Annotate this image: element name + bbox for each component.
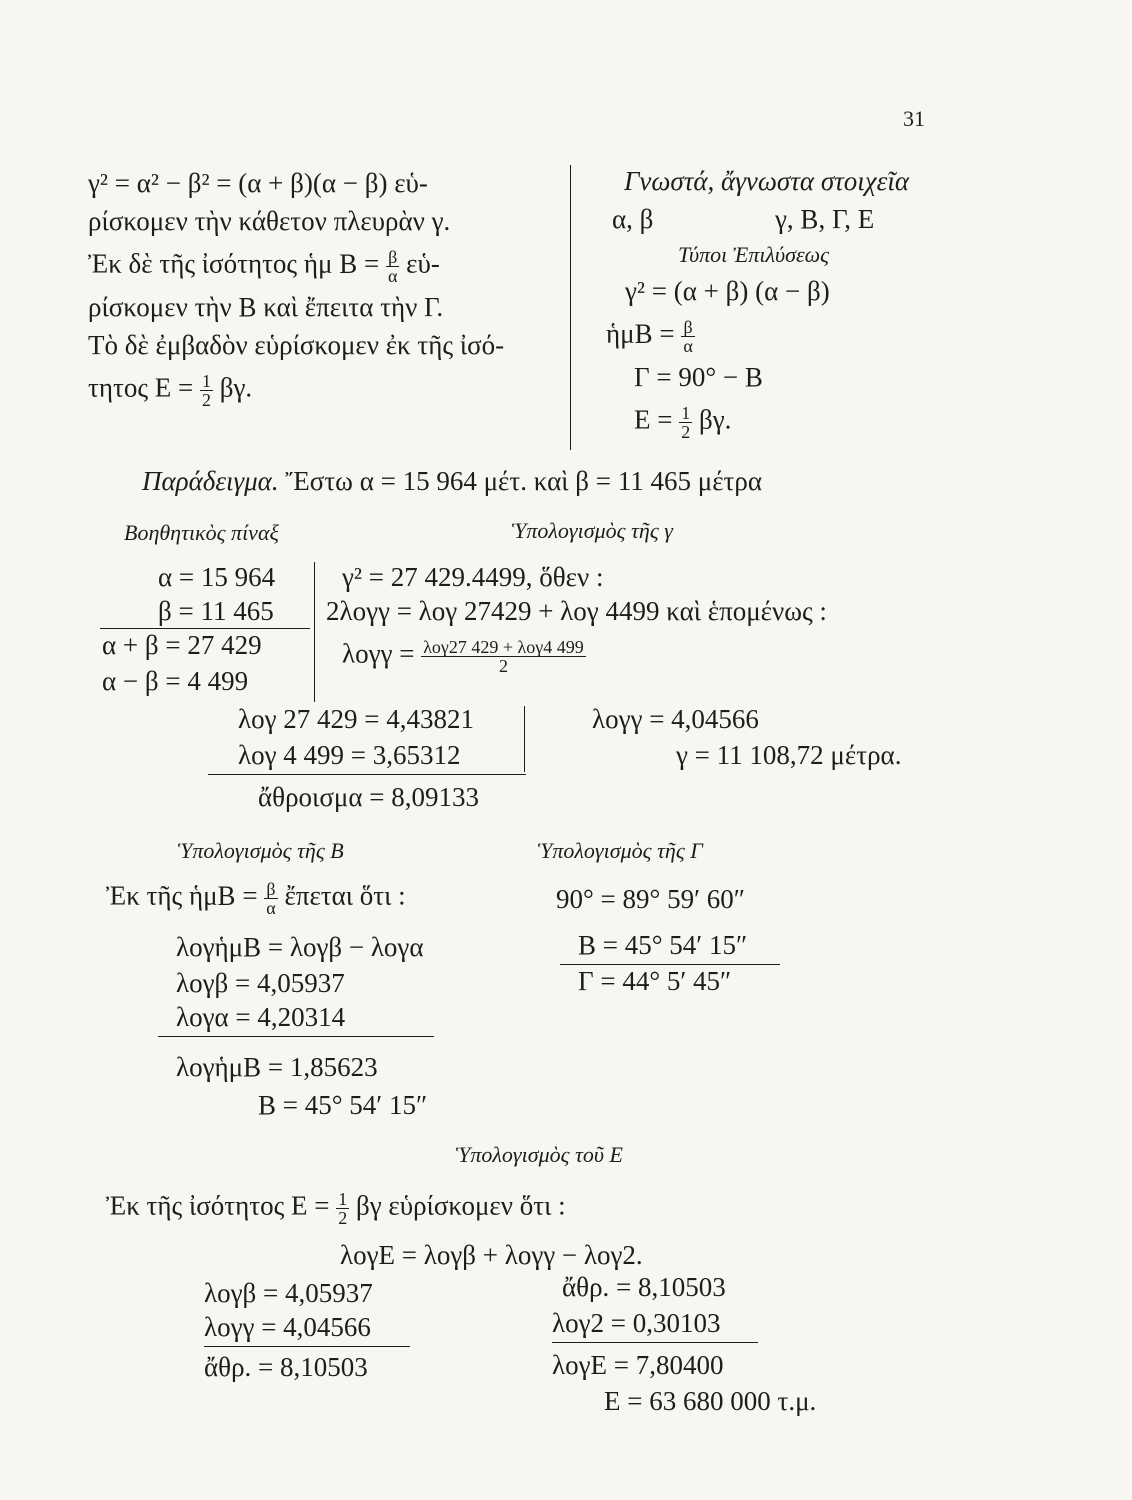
gamma-sum-rule xyxy=(208,774,526,775)
fraction-numerator: β xyxy=(388,247,398,267)
fraction xyxy=(336,1190,349,1227)
formula-area-text: Ε = xyxy=(634,404,673,435)
g-calc-heading: Ὑπολογισμὸς τῆς Γ xyxy=(538,838,703,863)
formula-sinB xyxy=(606,318,695,355)
g-line-1: 90° = 89° 59′ 60″ xyxy=(556,884,745,914)
page-number: 31 xyxy=(903,106,925,131)
aux-table-heading: Βοηθητικὸς πίναξ xyxy=(124,520,279,545)
aux-table-divider xyxy=(314,562,315,702)
gamma-line-3-text: λογγ = xyxy=(342,638,415,669)
intro-line-2: ρίσκομεν τὴν κάθετον πλευρὰν γ. xyxy=(88,206,451,236)
formula-area-end: βγ. xyxy=(698,404,732,435)
b-line-1-text: Ἐκ τῆς ἡμΒ = xyxy=(106,880,258,911)
e-calc-heading: Ὑπολογισμὸς τοῦ Ε xyxy=(456,1142,623,1167)
fraction xyxy=(386,248,399,285)
e-left-1: λογβ = 4,05937 xyxy=(204,1278,373,1308)
e-right-rule xyxy=(552,1342,758,1343)
gamma-result-log: λογγ = 4,04566 xyxy=(592,704,759,734)
known-elements: α, β xyxy=(612,204,654,234)
example-text: Ἔστω α = 15 964 μέτ. καὶ β = 11 465 μέτρα xyxy=(285,466,763,496)
gamma-log-1: λογ 27 429 = 4,43821 xyxy=(238,704,474,734)
e-right-3: λογΕ = 7,80400 xyxy=(552,1350,724,1380)
fraction-numerator: 1 xyxy=(338,1189,348,1209)
b-line-1-end: ἔπεται ὅτι : xyxy=(284,880,406,911)
e-right-1: ἄθρ. = 8,10503 xyxy=(562,1272,726,1302)
e-line-2: λογΕ = λογβ + λογγ − λογ2. xyxy=(340,1240,643,1270)
fraction-denominator: 2 xyxy=(421,656,586,675)
b-calc-heading: Ὑπολογισμὸς τῆς Β xyxy=(178,838,344,863)
intro-line-6 xyxy=(88,372,252,409)
formula-gamma: γ² = (α + β) (α − β) xyxy=(625,276,830,306)
intro-line-6-text: τητος Ε = xyxy=(88,372,194,403)
types-heading: Τύποι Ἐπιλύσεως xyxy=(678,242,830,267)
fraction xyxy=(681,318,694,355)
aux-table-rule xyxy=(100,628,310,629)
fraction-denominator: α xyxy=(683,336,693,356)
intro-line-5: Τὸ δὲ ἐμβαδὸν εὑρίσκομεν ἐκ τῆς ἰσό- xyxy=(88,330,505,360)
b-rule xyxy=(158,1036,434,1037)
fraction xyxy=(200,372,213,409)
e-left-2: λογγ = 4,04566 xyxy=(204,1312,371,1342)
gamma-result: γ = 11 108,72 μέτρα. xyxy=(676,740,902,770)
formula-sinB-text: ἡμΒ = xyxy=(606,318,675,349)
intro-line-3-text: Ἐκ δὲ τῆς ἰσότητος ἡμ Β = xyxy=(88,248,380,279)
aux-row-sum: α + β = 27 429 xyxy=(102,630,262,660)
fraction-denominator: α xyxy=(266,898,276,918)
e-line-1-text: Ἐκ τῆς ἰσότητος Ε = xyxy=(106,1190,330,1221)
intro-line-3 xyxy=(88,248,440,285)
example-line xyxy=(142,466,762,496)
fraction-denominator: 2 xyxy=(201,390,211,410)
box-heading: Γνωστά, ἄγνωστα στοιχεῖα xyxy=(624,166,909,196)
fraction-numerator: 1 xyxy=(681,403,691,423)
fraction-denominator: 2 xyxy=(681,422,691,442)
fraction-numerator: β xyxy=(683,317,693,337)
gamma-divider xyxy=(524,706,525,772)
e-left-3: ἄθρ. = 8,10503 xyxy=(204,1352,368,1382)
gamma-sum: ἄθροισμα = 8,09133 xyxy=(258,782,479,812)
formula-gamma-angle: Γ = 90° − Β xyxy=(634,362,763,392)
e-line-1-end: βγ εὑρίσκομεν ὅτι : xyxy=(356,1190,566,1221)
gamma-line-3 xyxy=(342,638,586,675)
intro-line-3-end: εὑ- xyxy=(406,248,440,279)
intro-line-1: γ² = α² − β² = (α + β)(α − β) εὑ- xyxy=(88,168,428,198)
e-left-rule xyxy=(204,1346,410,1347)
fraction-denominator: 2 xyxy=(338,1208,348,1228)
intro-line-6-end: βγ. xyxy=(219,372,253,403)
fraction-denominator: α xyxy=(387,266,398,286)
aux-row-alpha: α = 15 964 xyxy=(158,562,276,592)
aux-row-diff: α − β = 4 499 xyxy=(102,666,249,696)
example-label: Παράδειγμα. xyxy=(142,466,279,496)
b-line-4: λογα = 4,20314 xyxy=(176,1002,346,1032)
fraction-numerator: λογ27 429 + λογ4 499 xyxy=(423,637,584,657)
aux-row-beta: β = 11 465 xyxy=(158,596,274,626)
fraction xyxy=(264,880,277,917)
e-line-1 xyxy=(106,1190,566,1227)
formula-area xyxy=(634,404,731,441)
unknown-elements: γ, Β, Γ, Ε xyxy=(775,204,875,234)
gamma-line-1: γ² = 27 429.4499, ὅθεν : xyxy=(342,562,604,592)
g-line-3: Γ = 44° 5′ 45″ xyxy=(578,966,732,996)
b-line-5: λογἡμΒ = 1,85623 xyxy=(176,1052,378,1082)
gamma-line-2: 2λογγ = λογ 27429 + λογ 4499 καὶ ἑπομένως : xyxy=(326,596,827,626)
e-right-2: λογ2 = 0,30103 xyxy=(552,1308,721,1338)
fraction xyxy=(421,638,586,675)
b-line-1 xyxy=(106,880,406,917)
e-right-4: Ε = 63 680 000 τ.μ. xyxy=(604,1386,817,1416)
g-rule xyxy=(560,964,780,965)
b-line-2: λογἡμΒ = λογβ − λογα xyxy=(176,932,424,962)
b-line-3: λογβ = 4,05937 xyxy=(176,968,345,998)
fraction xyxy=(679,404,692,441)
fraction-numerator: 1 xyxy=(201,371,211,391)
gamma-log-2: λογ 4 499 = 3,65312 xyxy=(238,740,461,770)
gamma-calc-heading: Ὑπολογισμὸς τῆς γ xyxy=(512,518,673,543)
fraction-numerator: β xyxy=(266,879,276,899)
intro-line-4: ρίσκομεν τὴν Β καὶ ἔπειτα τὴν Γ. xyxy=(88,292,444,322)
g-line-2: Β = 45° 54′ 15″ xyxy=(578,930,748,960)
box-divider xyxy=(570,165,571,450)
b-line-6: Β = 45° 54′ 15″ xyxy=(258,1090,428,1120)
